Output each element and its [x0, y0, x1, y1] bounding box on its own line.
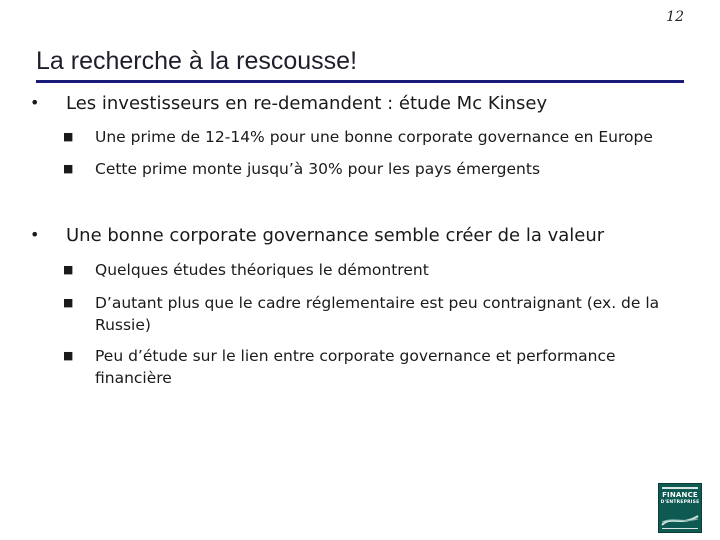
book-cover-logo — [658, 483, 702, 533]
sub-bullet-item — [63, 292, 683, 336]
slide-title: La recherche à la rescousse! — [36, 47, 358, 75]
book-title-line1: FINANCE — [662, 491, 698, 499]
sub-bullet-item — [63, 126, 683, 148]
sub-bullet-item — [63, 345, 683, 389]
book-title-line2: D'ENTREPRISE — [660, 500, 700, 505]
cover-swoosh-icon — [661, 513, 699, 527]
sub-bullet-item — [63, 158, 683, 180]
square-bullet-icon: ■ — [63, 296, 74, 309]
bullet-marker-icon: • — [30, 225, 40, 244]
sub-bullet-text: D’autant plus que le cadre réglementaire est peu contraignant (ex. de la Russie) — [95, 294, 660, 334]
square-bullet-icon: ■ — [63, 349, 74, 362]
sub-bullet-item — [63, 259, 683, 281]
page-number: 12 — [666, 9, 684, 25]
square-bullet-icon: ■ — [63, 162, 74, 175]
title-rule — [36, 80, 684, 83]
square-bullet-icon: ■ — [63, 130, 74, 143]
bullet-text: Les investisseurs en re-demandent : étude Mc Kinsey — [66, 93, 548, 114]
sub-bullet-text: Une prime de 12-14% pour une bonne corporate governance en Europe — [95, 128, 653, 146]
sub-bullet-text: Quelques études théoriques le démontrent — [95, 261, 429, 279]
square-bullet-icon: ■ — [63, 263, 74, 276]
sub-bullet-text: Peu d’étude sur le lien entre corporate governance et performance financière — [95, 347, 616, 387]
bullet-text: Une bonne corporate governance semble créer de la valeur — [66, 225, 605, 246]
sub-bullet-text: Cette prime monte jusqu’à 30% pour les pays émergents — [95, 160, 541, 178]
bullet-marker-icon: • — [30, 93, 40, 112]
cover-strip — [662, 528, 698, 529]
cover-strip — [662, 487, 698, 489]
